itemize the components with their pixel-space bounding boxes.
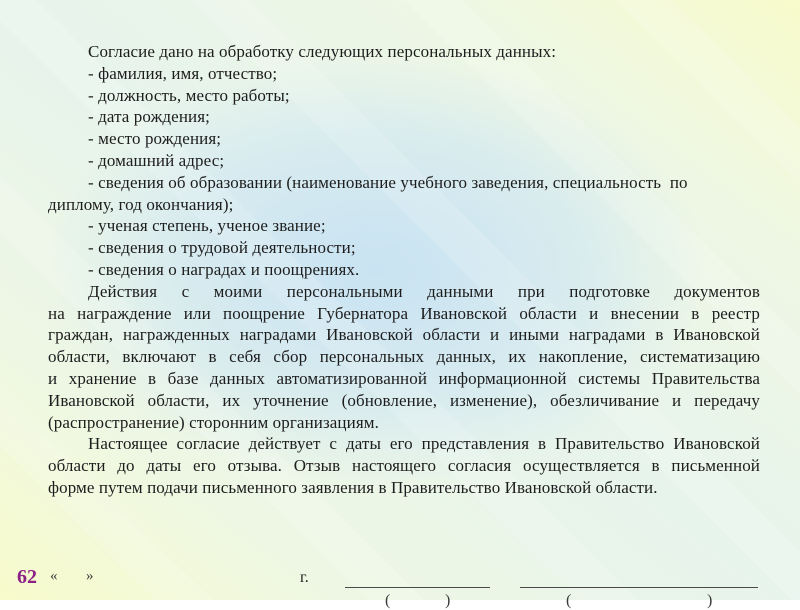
signature-2-paren-open: ( <box>566 592 572 609</box>
consent-text <box>48 41 760 499</box>
text-line: - сведения о трудовой деятельности; <box>88 238 356 258</box>
text-line: - сведения об образовании (наименование учебного заведения, специальность по <box>88 172 688 192</box>
text-line: области, включают в себя сбор персональных данных, их накопление, систематизацию <box>48 347 760 367</box>
text-line: Ивановской области, их уточнение (обновление, изменение), обезличивание и передачу <box>48 390 760 410</box>
page-number: 62 <box>17 566 37 588</box>
signature-1-paren-open: ( <box>385 592 391 609</box>
text-line: - домашний адрес; <box>88 150 225 170</box>
signature-1-paren-close: ) <box>445 592 451 609</box>
signature-line-1 <box>345 587 490 588</box>
text-line: - сведения о наградах и поощрениях. <box>88 259 360 279</box>
text-line: и хранение в базе данных автоматизированной информационной системы Правительства <box>48 368 760 388</box>
text-line: на награждение или поощрение Губернатора Ивановской области и внесении в реестр <box>48 303 760 323</box>
text-line: граждан, награжденных наградами Ивановской области и иными наградами в Ивановской <box>48 325 760 345</box>
signature-line-2 <box>520 587 758 588</box>
text-line: диплому, год окончания); <box>48 194 234 214</box>
date-quote-close-mark: » <box>86 568 94 584</box>
text-line: Настоящее согласие действует с даты его представления в Правительство Ивановской <box>88 434 760 454</box>
text-line: - должность, место работы; <box>88 85 290 105</box>
date-quote-open-mark: « <box>50 568 58 584</box>
text-line: Согласие дано на обработку следующих персональных данных: <box>88 42 557 61</box>
text-line: - фамилия, имя, отчество; <box>88 63 278 83</box>
text-line: Действия с моими персональными данными при подготовке документов <box>88 281 760 301</box>
text-line: форме путем подачи письменного заявления в Правительство Ивановской области. <box>48 477 658 497</box>
signature-2-paren-close: ) <box>707 592 713 609</box>
text-line: (распространение) сторонним организациям. <box>48 412 379 432</box>
year-abbreviation: г. <box>300 569 309 586</box>
text-line: области до даты его отзыва. Отзыв настоящего согласия осуществляется в письменной <box>48 456 760 476</box>
text-line: - ученая степень, ученое звание; <box>88 216 326 236</box>
text-line: - место рождения; <box>88 129 222 149</box>
text-line: - дата рождения; <box>88 107 210 127</box>
